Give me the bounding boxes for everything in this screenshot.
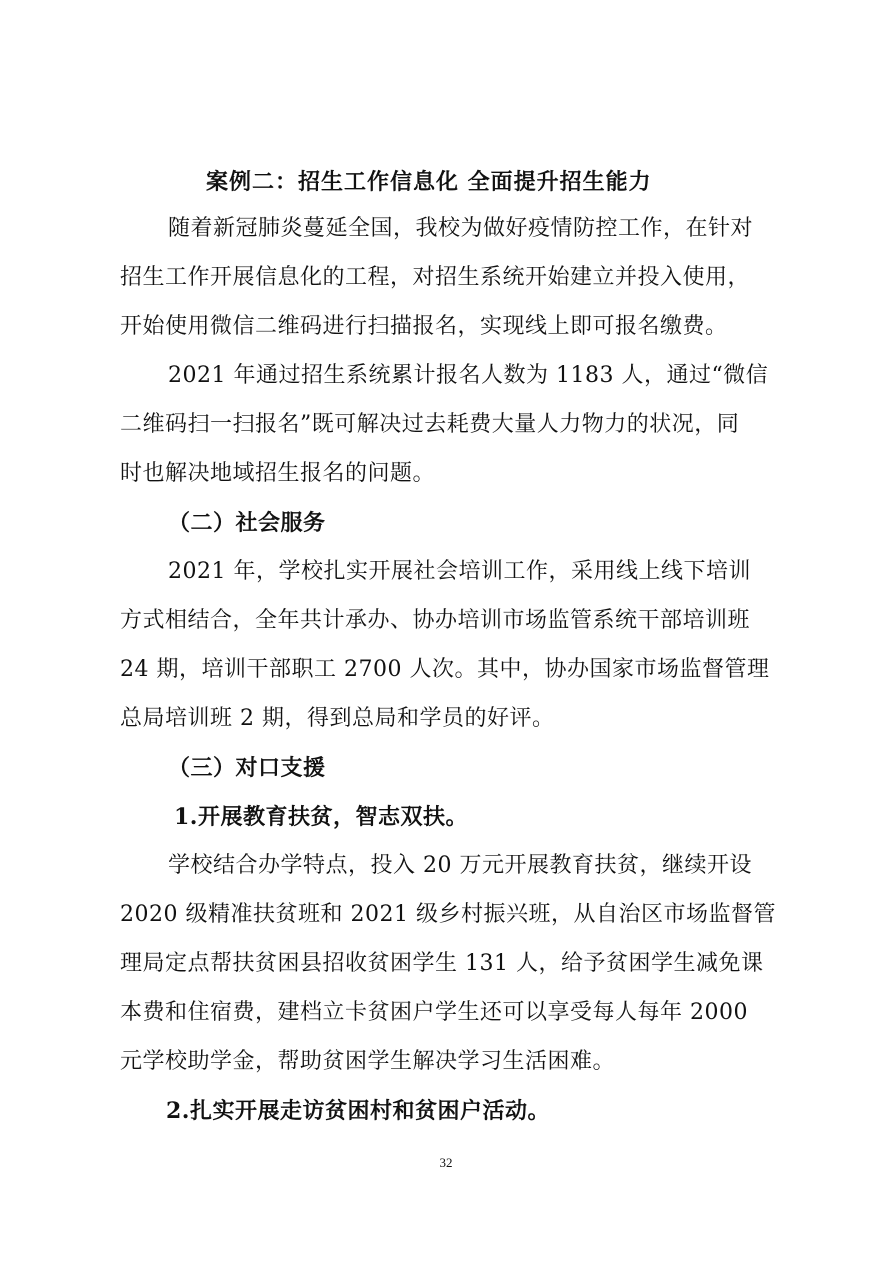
case-para1-line2: 招生工作开展信息化的工程，对招生系统开始建立并投入使用， <box>120 265 751 290</box>
section2-para-line1: 2021 年，学校扎实开展社会培训工作，采用线上线下培训 <box>168 559 751 584</box>
case-para2-line2: 二维码扫一扫报名”既可解决过去耗费大量人力物力的状况，同 <box>120 412 740 437</box>
sub1-para-line5: 元学校助学金，帮助贫困学生解决学习生活困难。 <box>120 1049 616 1074</box>
sub1-para-line4: 本费和住宿费，建档立卡贫困户学生还可以享受每人每年 2000 <box>120 1000 748 1025</box>
sub1-heading: 1.开展教育扶贫，智志双扶。 <box>174 804 468 830</box>
sub1-para-line2: 2020 级精准扶贫班和 2021 级乡村振兴班，从自治区市场监督管 <box>120 902 776 927</box>
section2-para-line3: 24 期，培训干部职工 2700 人次。其中，协办国家市场监督管理 <box>120 657 770 682</box>
case-para1-line3: 开始使用微信二维码进行扫描报名，实现线上即可报名缴费。 <box>120 314 728 339</box>
page-number: 32 <box>439 1155 453 1170</box>
sub1-para-line3: 理局定点帮扶贫困县招收贫困学生 131 人，给予贫困学生减免课 <box>120 951 764 976</box>
case-para2-line1: 2021 年通过招生系统累计报名人数为 1183 人，通过“微信 <box>168 363 769 388</box>
section2-para-line2: 方式相结合，全年共计承办、协办培训市场监管系统干部培训班 <box>120 608 751 633</box>
case-para2-line3: 时也解决地域招生报名的问题。 <box>120 461 436 486</box>
section3-heading: （三）对口支援 <box>168 755 326 781</box>
case-title: 案例二：招生工作信息化 全面提升招生能力 <box>206 169 652 195</box>
case-para1-line1: 随着新冠肺炎蔓延全国，我校为做好疫情防控工作，在针对 <box>168 216 754 241</box>
section2-heading: （二）社会服务 <box>168 510 326 536</box>
sub2-heading: 2.扎实开展走访贫困村和贫困户活动。 <box>166 1098 550 1124</box>
section2-para-line4: 总局培训班 2 期，得到总局和学员的好评。 <box>120 706 555 731</box>
sub1-para-line1: 学校结合办学特点，投入 20 万元开展教育扶贫，继续开设 <box>168 853 752 878</box>
